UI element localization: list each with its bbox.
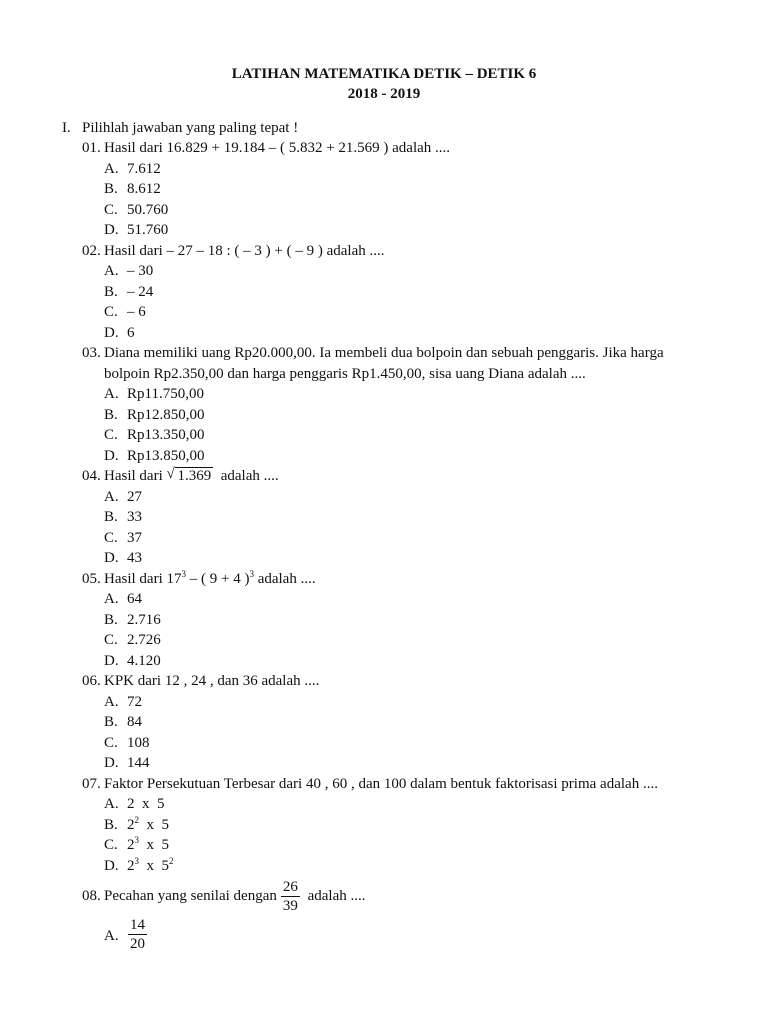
option-letter: A.	[104, 591, 119, 607]
option-text: 72	[127, 694, 142, 710]
option-text	[124, 914, 151, 954]
option-letter: D.	[104, 222, 119, 238]
base: 2	[127, 817, 135, 833]
option-letter: A.	[104, 386, 119, 402]
option-text: 108	[127, 735, 150, 751]
question-number: 02.	[82, 243, 101, 259]
option-letter: C.	[104, 530, 118, 546]
option-letter: C.	[104, 427, 118, 443]
option-text: 27	[127, 489, 142, 505]
option-text: Rp13.850,00	[127, 448, 205, 464]
option-text: 4.120	[127, 653, 161, 669]
option-letter: B.	[104, 612, 118, 628]
option-rest: x 5	[139, 837, 169, 853]
question-number: 08.	[82, 888, 101, 904]
option-letter: C.	[104, 837, 118, 853]
option-letter: B.	[104, 714, 118, 730]
question-number: 05.	[82, 571, 101, 587]
question-prefix: Hasil dari	[104, 468, 163, 484]
option-letter: C.	[104, 304, 118, 320]
page-year: 2018 - 2019	[347, 86, 421, 102]
fraction	[281, 878, 300, 915]
option-text: 8.612	[127, 181, 161, 197]
denominator: 20	[130, 936, 145, 953]
question-text-continued: bolpoin Rp2.350,00 dan harga penggaris Rp1.450,00, sisa uang Diana adalah ....	[104, 366, 586, 382]
option-text	[127, 815, 169, 835]
radicand: 1.369	[177, 468, 212, 484]
question-text	[104, 466, 279, 486]
numerator: 14	[130, 917, 145, 934]
option-letter: A.	[104, 161, 119, 177]
question-middle: – ( 9 + 4 )	[185, 571, 250, 587]
option-letter: A.	[104, 694, 119, 710]
question-suffix: adalah ....	[220, 468, 279, 484]
option-letter: B.	[104, 284, 118, 300]
option-letter: A.	[104, 796, 119, 812]
option-text: Rp11.750,00	[127, 386, 204, 402]
exponent: 2	[134, 815, 139, 825]
option-letter: B.	[104, 407, 118, 423]
question-text	[104, 569, 316, 589]
option-text: 50.760	[127, 202, 169, 218]
option-letter: D.	[104, 858, 119, 874]
option-text: 6	[127, 325, 135, 341]
question-number: 04.	[82, 468, 101, 484]
question-text: Diana memiliki uang Rp20.000,00. Ia membeli dua bolpoin dan sebuah penggaris. Jika harga	[104, 345, 664, 361]
question-suffix: adalah ....	[253, 571, 316, 587]
option-letter: D.	[104, 448, 119, 464]
fraction	[128, 916, 147, 953]
question-prefix: Hasil dari 17	[104, 571, 182, 587]
question-text: KPK dari 12 , 24 , dan 36 adalah ....	[104, 673, 320, 689]
option-text: 37	[127, 530, 142, 546]
option-text: 2.716	[127, 612, 161, 628]
exponent: 3	[181, 569, 186, 579]
section-roman: I.	[62, 120, 71, 136]
question-number: 03.	[82, 345, 101, 361]
option-letter: B.	[104, 817, 118, 833]
base: 2	[127, 837, 135, 853]
option-rest: x 5	[139, 817, 169, 833]
question-text: Faktor Persekutuan Terbesar dari 40 , 60 , dan 100 dalam bentuk faktorisasi prima adalah ....	[104, 776, 658, 792]
exponent: 3	[249, 569, 254, 579]
option-letter: C.	[104, 632, 118, 648]
option-text: 2 x 5	[127, 796, 165, 812]
option-text: Rp13.350,00	[127, 427, 205, 443]
option-text: 33	[127, 509, 142, 525]
option-text	[127, 835, 169, 855]
exponent: 2	[169, 856, 174, 866]
denominator: 39	[282, 898, 298, 915]
question-text: Hasil dari – 27 – 18 : ( – 3 ) + ( – 9 ) adalah ....	[104, 243, 385, 259]
base: 2	[127, 858, 135, 874]
square-root-expression	[166, 466, 213, 486]
option-letter: D.	[104, 755, 119, 771]
option-letter: C.	[104, 202, 118, 218]
option-text: 144	[127, 755, 150, 771]
option-text: – 24	[127, 284, 154, 300]
option-text: Rp12.850,00	[127, 407, 205, 423]
option-letter: A.	[104, 928, 119, 944]
option-text: 51.760	[127, 222, 169, 238]
option-letter: D.	[104, 550, 119, 566]
option-text: – 6	[127, 304, 146, 320]
question-number: 06.	[82, 673, 101, 689]
option-text: 64	[127, 591, 142, 607]
question-number: 07.	[82, 776, 101, 792]
exponent: 3	[134, 856, 139, 866]
question-suffix: adalah ....	[307, 888, 366, 904]
option-letter: A.	[104, 263, 119, 279]
option-text: 43	[127, 550, 142, 566]
option-letter: D.	[104, 653, 119, 669]
option-letter: B.	[104, 509, 118, 525]
question-text: Hasil dari 16.829 + 19.184 – ( 5.832 + 21.569 ) adalah ....	[104, 140, 451, 156]
option-text: 7.612	[127, 161, 161, 177]
option-letter: A.	[104, 489, 119, 505]
option-letter: B.	[104, 181, 118, 197]
option-letter: D.	[104, 325, 119, 341]
option-letter: C.	[104, 735, 118, 751]
option-text: 84	[127, 714, 142, 730]
question-number: 01.	[82, 140, 101, 156]
radical-sign-icon: √	[166, 466, 175, 482]
option-text	[127, 856, 174, 876]
page-title: LATIHAN MATEMATIKA DETIK – DETIK 6	[231, 66, 537, 82]
option-text: 2.726	[127, 632, 161, 648]
exponent: 3	[134, 835, 139, 845]
section-instruction: Pilihlah jawaban yang paling tepat !	[82, 120, 299, 136]
option-rest: x 5	[139, 858, 169, 874]
numerator: 26	[282, 879, 298, 896]
option-text: – 30	[127, 263, 154, 279]
question-text	[104, 876, 366, 916]
question-prefix: Pecahan yang senilai dengan	[104, 888, 277, 904]
